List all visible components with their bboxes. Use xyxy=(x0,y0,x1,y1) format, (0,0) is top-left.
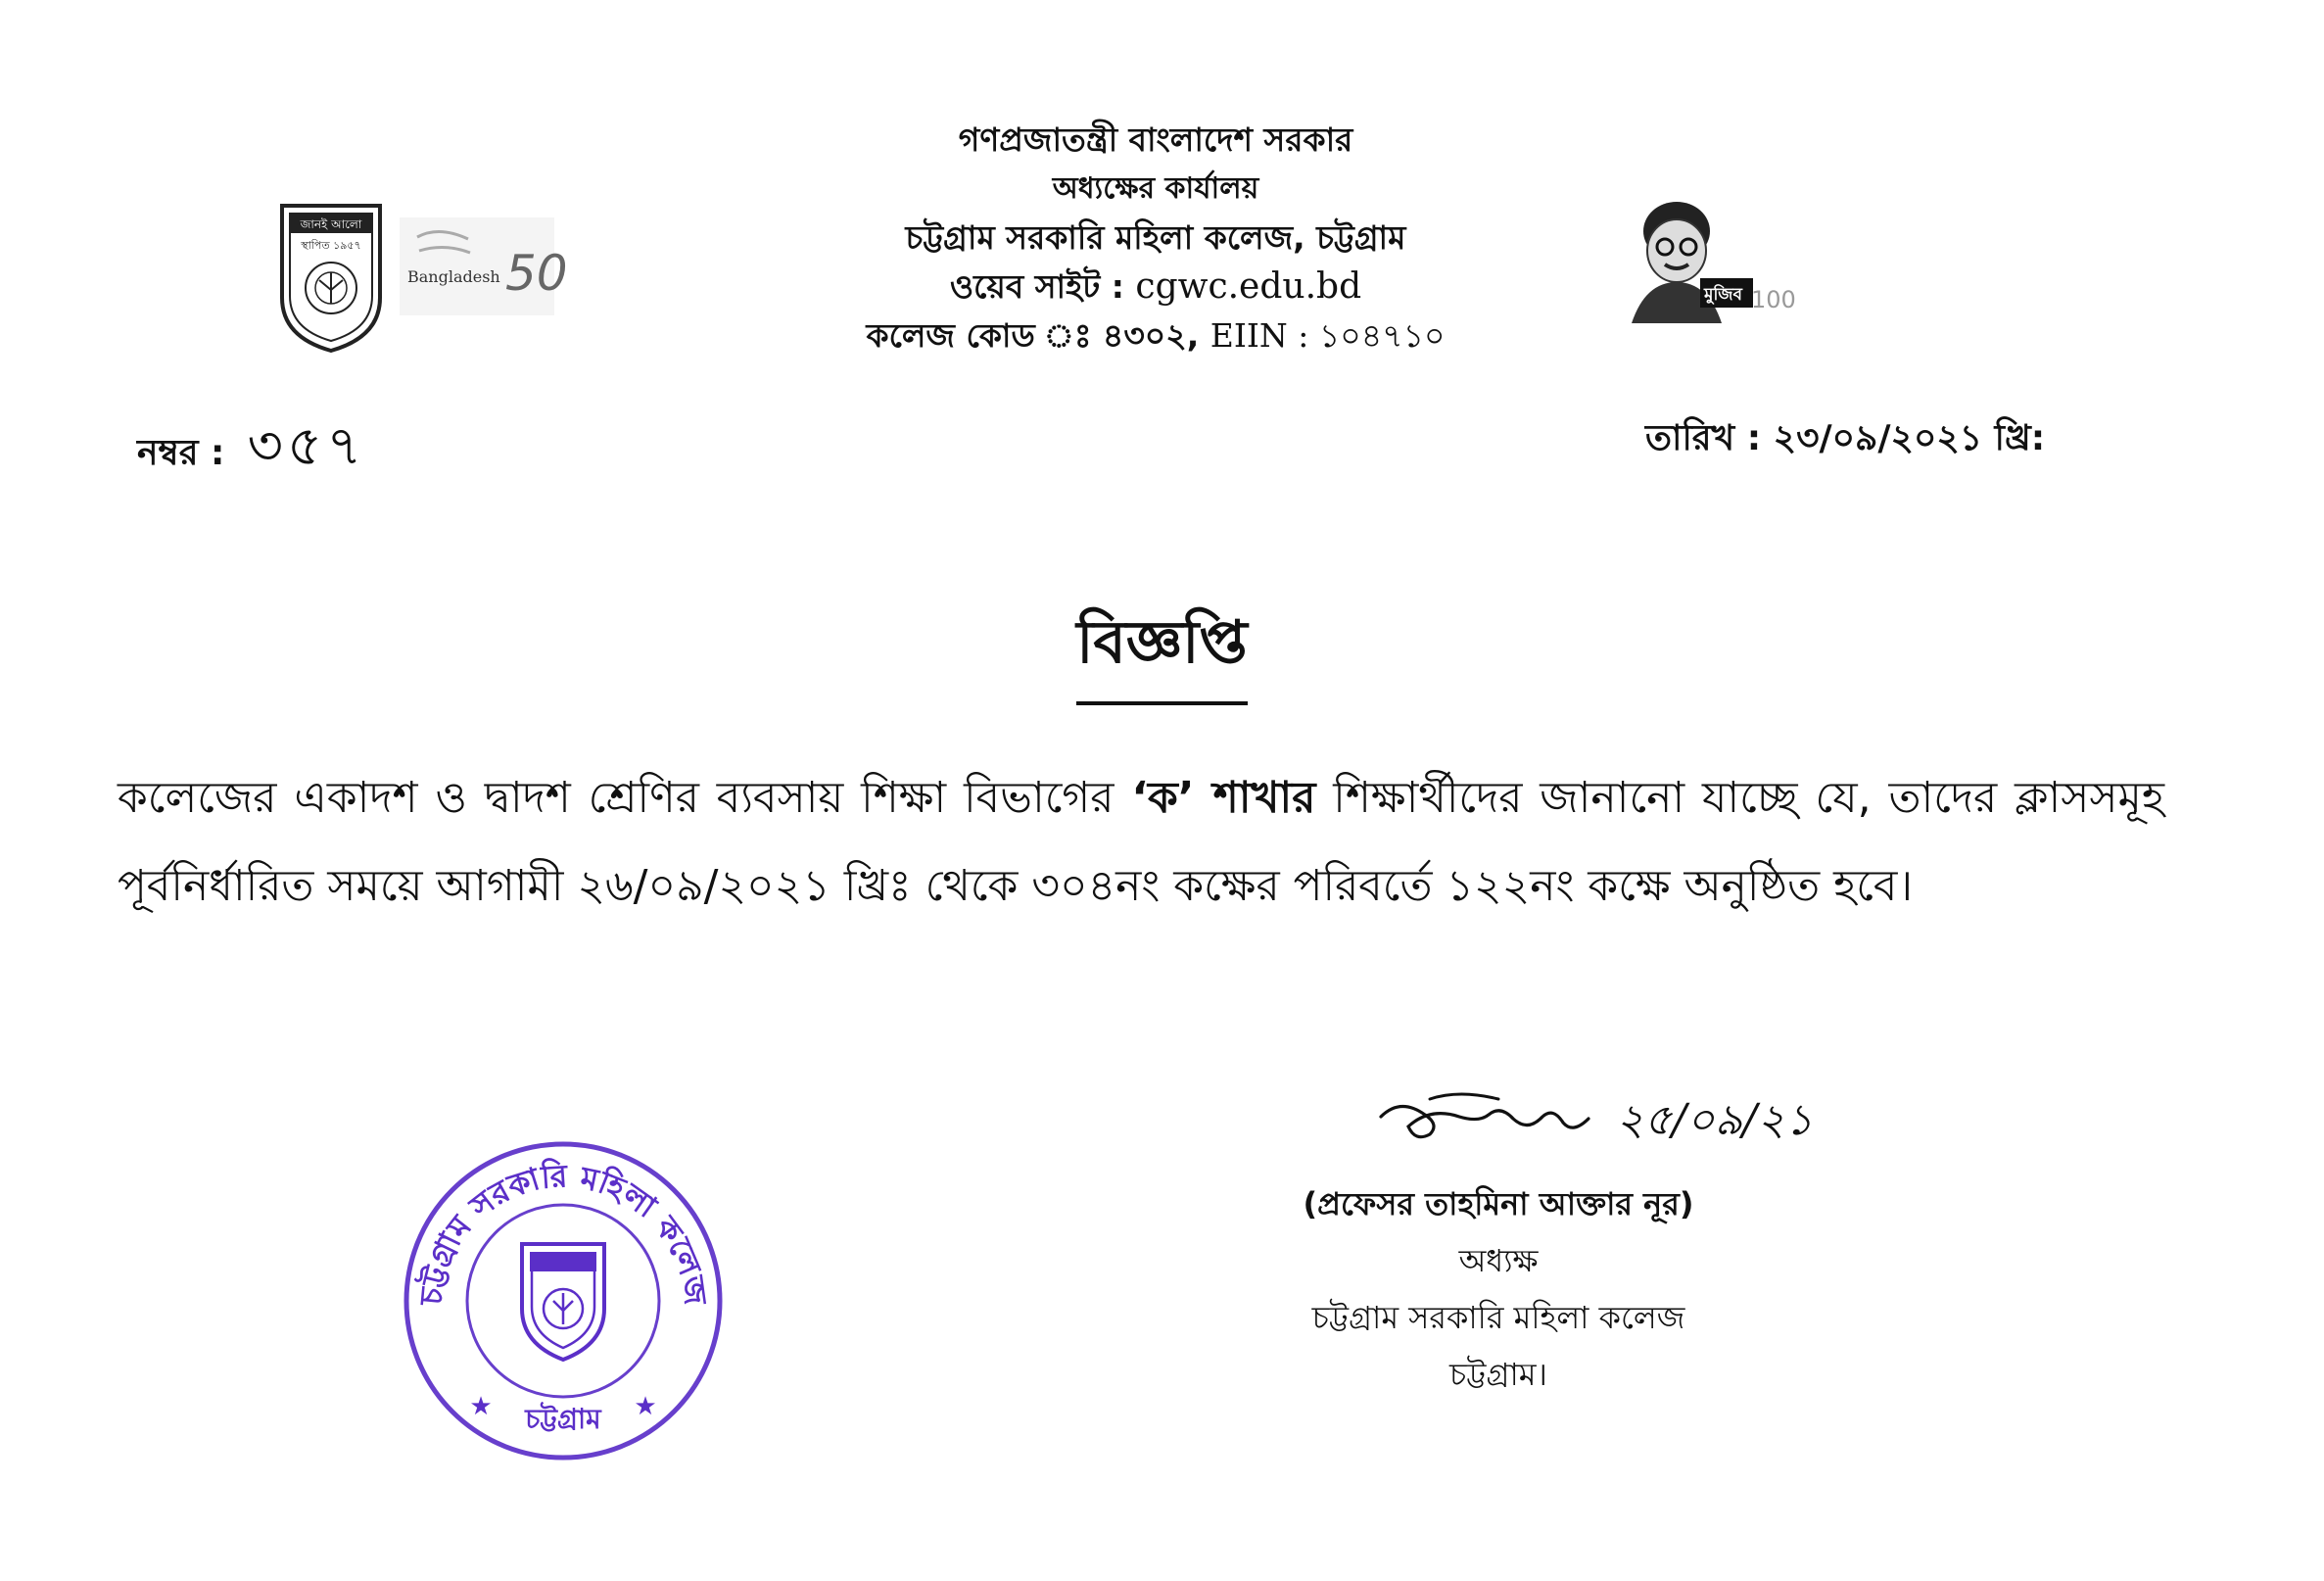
code-line xyxy=(686,311,1626,360)
signatory-city: চট্টগ্রাম। xyxy=(1449,1356,1547,1393)
svg-text:চট্টগ্রাম সরকারি মহিলা কলেজ xyxy=(412,1156,715,1308)
seal-bottom-text: চট্টগ্রাম xyxy=(525,1403,601,1435)
mujib-100-logo-icon xyxy=(1616,196,1812,323)
college-seal-stamp xyxy=(397,1134,730,1467)
anniversary-logo-number: 50 xyxy=(505,245,568,302)
signatory-name: (প্রফেসর তাহমিনা আক্তার নূর) xyxy=(1303,1185,1694,1222)
website-line xyxy=(686,263,1626,311)
notice-title xyxy=(0,598,2324,705)
notice-body xyxy=(118,754,2164,931)
office-name: অধ্যক্ষের কার্যালয় xyxy=(1052,171,1259,206)
anniversary-logo-icon xyxy=(400,217,568,315)
college-logo-icon xyxy=(276,200,386,355)
body-text-part1: কলেজের একাদশ ও দ্বাদশ শ্রেণির ব্যবসায় শিক্ষা বিভাগের xyxy=(118,773,1132,823)
seal-arc-text: চট্টগ্রাম সরকারি মহিলা কলেজ xyxy=(411,1157,715,1308)
website-label: ওয়েব সাইট : xyxy=(949,267,1124,306)
government-name: গণপ্রজাতন্ত্রী বাংলাদেশ সরকার xyxy=(958,120,1353,159)
body-text-bold: ‘ক’ শাখার xyxy=(1131,773,1316,823)
memo-number-label: নম্বর : xyxy=(137,433,225,473)
seal-star-right-icon: ★ xyxy=(634,1392,657,1421)
college-logo-motto: জানই আলো xyxy=(300,217,362,231)
signature-date: ২৫/০৯/২১ xyxy=(1616,1095,1814,1145)
body-text-part2: শিক্ষার্থীদের জানানো যাচ্ছে যে, তাদের ক্লাসসমূহ পূর্বনির্ধারিত সময়ে আগামী ২৬/০৯/২০২১ খ্রিঃ থেকে ৩০৪নং কক্ষের পরিবর্তে ১২২নং কক্ষে অনুষ্ঠিত হবে। xyxy=(118,773,2164,911)
signatory-college: চট্টগ্রাম সরকারি মহিলা কলেজ xyxy=(1311,1299,1685,1336)
college-code: কলেজ কোড ঃ ৪৩০২, xyxy=(866,316,1200,355)
memo-number-value: ৩৫৭ xyxy=(247,414,366,478)
letterhead xyxy=(686,116,1626,360)
anniversary-logo-country: Bangladesh xyxy=(407,267,500,286)
mujib-logo-text: মুজিব xyxy=(1704,285,1742,305)
seal-star-left-icon: ★ xyxy=(469,1392,493,1421)
website-link[interactable]: cgwc.edu.bd xyxy=(1135,266,1362,307)
eiin-code: EIIN : ১০৪৭১০ xyxy=(1209,316,1446,355)
mujib-logo-number: 100 xyxy=(1751,286,1796,313)
college-logo-established: স্থাপিত ১৯৫৭ xyxy=(301,239,361,252)
college-name: চট্টগ্রাম সরকারি মহিলা কলেজ, চট্টগ্রাম xyxy=(905,218,1406,257)
seal-shield-icon xyxy=(522,1244,604,1360)
signatory-designation: অধ্যক্ষ xyxy=(1458,1242,1539,1279)
signatory-block xyxy=(1224,1175,1773,1403)
memo-number xyxy=(137,404,366,496)
notice-title-text: বিজ্ঞপ্তি xyxy=(1076,598,1247,705)
notice-date: তারিখ : ২৩/০৯/২০২১ খ্রি: xyxy=(1645,418,2046,458)
handwritten-signature xyxy=(1371,1078,1939,1166)
